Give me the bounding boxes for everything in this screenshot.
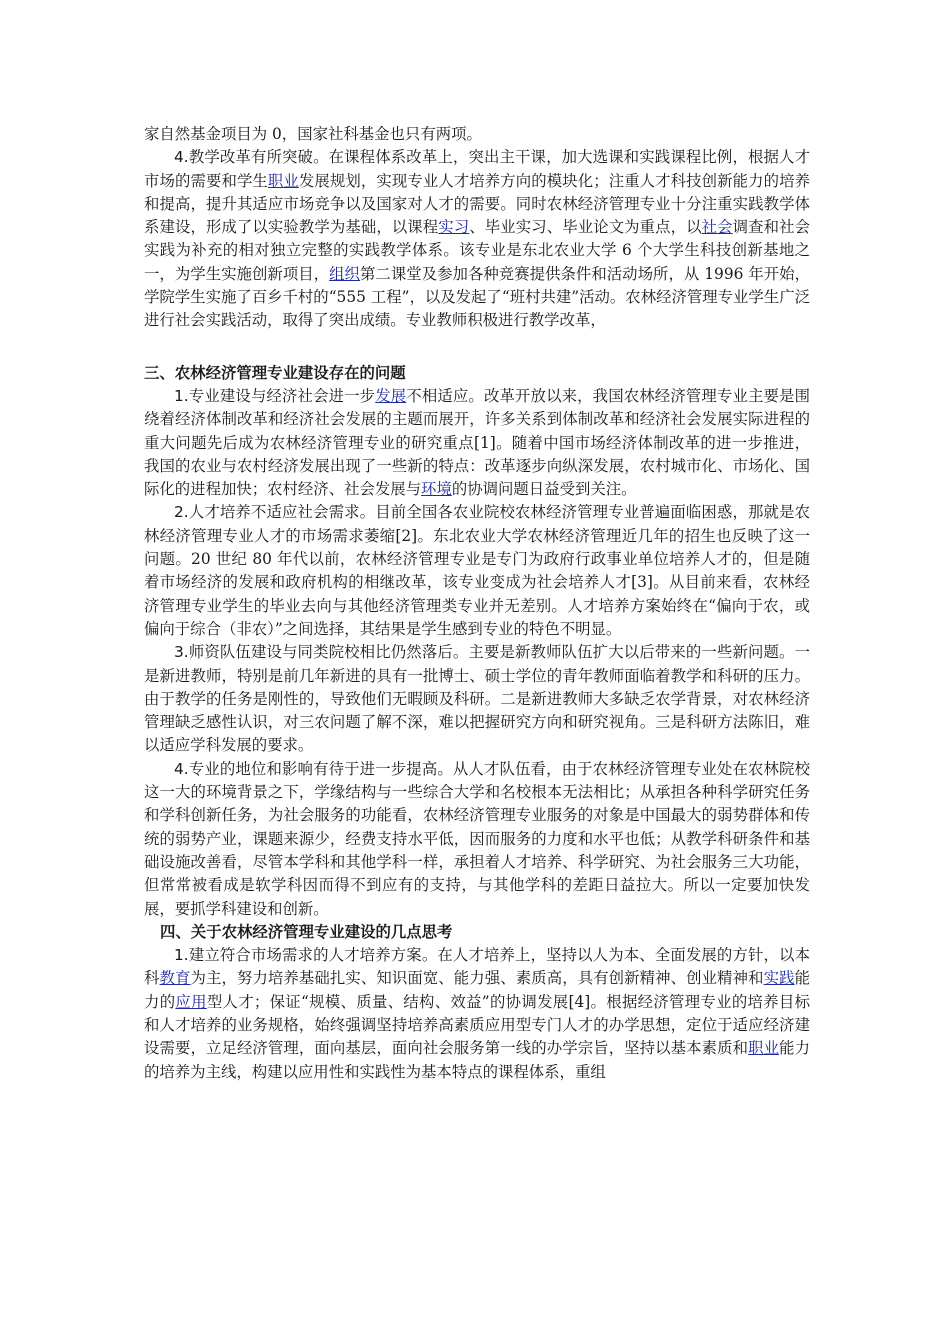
text-run: 为主，努力培养基础扎实、知识面宽、能力强、素质高，具有创新精神、创业精神和: [190, 969, 764, 988]
item-number: 1.: [174, 946, 189, 965]
text-run: 发展规划，实现专业人才培养方向的模块化；注重人才科技创新能力的培养和提高，提升其适应市场竞争以及国家对人才的需要。同时农林经济管理专业十分注重实践教学体系建设，形成了以实验教学为基础，以课程: [144, 171, 810, 237]
text-run: 能力的: [144, 969, 810, 1011]
text-run: 师资队伍建设与同类院校相比仍然落后。主要是新教师队伍扩大以后带来的一些新问题。一是新进教师，特别是前几年新进的具有一批博士、硕士学位的青年教师面临着教学和科研的压力。由于教学的任务是刚性的，导致他们无暇顾及科研。二是新进教师大多缺乏农学背景，对农林经济管理缺乏感性认识，对三农问题了解不深，难以把握研究方向和研究视角。三是科研方法陈旧，难以适应学科发展的要求。: [144, 643, 810, 755]
section-heading-thoughts: 四、关于农林经济管理专业建设的几点思考: [160, 922, 453, 941]
text-run: 能力的培养为主线，构建以应用性和实践性为基本特点的课程体系，重组: [144, 1039, 810, 1081]
item-number: 4.: [174, 759, 189, 778]
paragraph-status-influence: [144, 758, 810, 921]
item-number: 2.: [174, 503, 189, 522]
text-run: 不相适应。改革开放以来，我国农林经济管理专业主要是围绕着经济体制改革和经济社会发展的主题而展开，许多关系到体制改革和经济社会发展实际进程的重大问题先后成为农林经济管理专业的研究重点[1]。随着中国市场经济体制改革的进一步推进，我国的农业与农村经济发展出现了一些新的特点：改革逐步向纵深发展，农村城市化、市场化、国际化的进程加快；农村经济、社会发展与: [144, 386, 810, 499]
paragraph-development-mismatch: [144, 385, 810, 501]
link-environment[interactable]: 环境: [421, 480, 452, 499]
text-run: 、毕业实习、毕业论文为重点，以: [469, 218, 702, 237]
link-education[interactable]: 教育: [159, 969, 191, 988]
link-development[interactable]: 发展: [375, 386, 407, 405]
item-number: 1.: [174, 386, 189, 405]
text-run: 专业的地位和影响有待于进一步提高。从人才队伍看，由于农林经济管理专业处在农林院校这一大的环境背景之下，学缘结构与一些综合大学和名校根本无法相比；从承担各种科学研究任务和学科创新任务，为社会服务的功能看，农林经济管理专业服务的对象是中国最大的弱势群体和传统的弱势产业，课题来源少，经费支持水平低，因而服务的力度和水平也低；从教学科研条件和基础设施改善看，尽管本学科和其他学科一样，承担着人才培养、科学研究、为社会服务三大功能，但常常被看成是软学科因而得不到应有的支持，与其他学科的差距日益拉大。所以一定要加快发展，要抓学科建设和创新。: [144, 759, 810, 918]
text-run: 专业建设与经济社会进一步: [188, 386, 376, 405]
text-run: 人才培养不适应社会需求。目前全国各农业院校农林经济管理专业普遍面临困惑，那就是农林经济管理专业人才的市场需求萎缩[2]。东北农业大学农林经济管理近几年的招生也反映了这一问题。20 世纪 80 年代以前，农林经济管理专业是专门为政府行政事业单位培养人才的，但是随着市场经济的发展和政府机构的相继改革，该专业变成为社会培养人才[3]。从目前来看，农林经济管理专业学生的毕业去向与其他经济管理类专业并无差别。人才培养方案始终在“偏向于农，或偏向于综合（非农）”之间选择，其结果是学生感到专业的特色不明显。: [144, 503, 810, 638]
paragraph-talent-cultivation: [144, 501, 810, 641]
link-organize[interactable]: 组织: [329, 264, 360, 283]
link-society[interactable]: 社会: [701, 218, 733, 237]
link-vocation[interactable]: 职业: [748, 1039, 780, 1058]
text-run: 调查和社会实践为补充的相对独立完整的实践教学体系。该专业是东北农业大学 6 个大学生科技创新基地之一，为学生实施创新项目，: [144, 218, 810, 283]
link-internship[interactable]: 实习: [438, 218, 470, 237]
text-run: 第二课堂及参加各种竞赛提供条件和活动场所，从 1996 年开始，学院学生实施了百乡千村的“555 工程”，以及发起了“班村共建”活动。农林经济管理专业学生广泛进行社会实践活动，取得了突出成绩。专业教师积极进行教学改革，: [144, 264, 810, 330]
paragraph-continuation: 家自然基金项目为 0，国家社科基金也只有两项。: [144, 125, 482, 143]
paragraph-training-plan: [144, 944, 810, 1084]
item-number: 3.: [174, 643, 189, 662]
link-application[interactable]: 应用: [175, 992, 207, 1011]
item-number: 4.: [174, 148, 189, 167]
text-run: 建立符合市场需求的人才培养方案。在人才培养上，坚持以人为本、全面发展的方针，以本科: [144, 946, 810, 988]
paragraph-teaching-reform: [144, 146, 810, 332]
text-run: 型人才；保证“规模、质量、结构、效益”的协调发展[4]。根据经济管理专业的培养目标和人才培养的业务规格，始终强调坚持培养高素质应用型专门人才的办学思想，定位于适应经济建设需要，立足经济管理，面向基层，面向社会服务第一线的办学宗旨，坚持以基本素质和: [144, 992, 810, 1058]
link-career[interactable]: 职业: [267, 171, 299, 190]
section-heading-problems: 三、农林经济管理专业建设存在的问题: [144, 363, 406, 382]
text-run: 教学改革有所突破。在课程体系改革上，突出主干课，加大选课和实践课程比例，根据人才市场的需要和学生: [144, 148, 810, 190]
link-practice[interactable]: 实践: [763, 969, 795, 988]
text-run: 的协调问题日益受到关注。: [451, 480, 637, 499]
paragraph-faculty: [144, 641, 810, 757]
document-body: [144, 123, 810, 1084]
